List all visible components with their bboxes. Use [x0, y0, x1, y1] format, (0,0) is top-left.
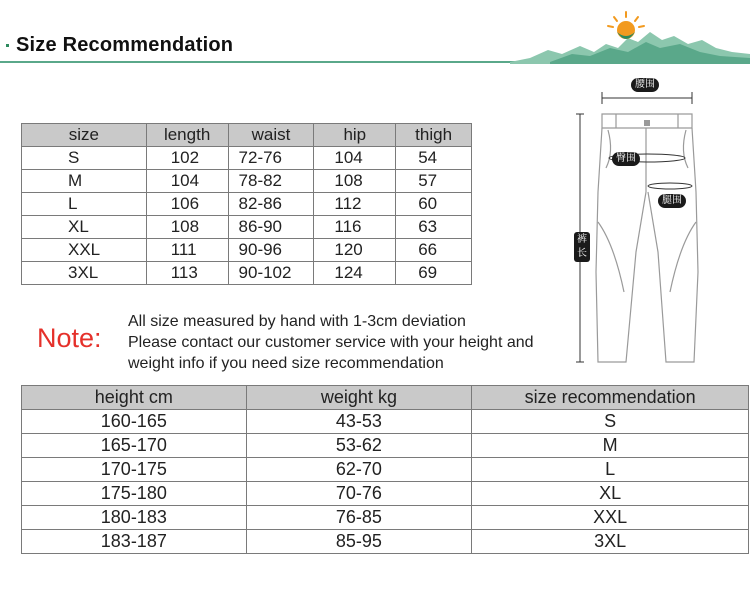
cell-length: 106	[146, 193, 228, 216]
cell-height: 183-187	[22, 530, 247, 554]
cell-hip: 104	[314, 147, 396, 170]
table-row	[22, 482, 749, 506]
cell-height: 175-180	[22, 482, 247, 506]
cell-hip: 108	[314, 170, 396, 193]
cell-weight: 76-85	[246, 506, 472, 530]
cell-weight: 62-70	[246, 458, 472, 482]
cell-waist: 78-82	[228, 170, 314, 193]
sun-mountain-logo-icon	[510, 8, 750, 64]
cell-hip: 124	[314, 262, 396, 285]
table-row	[22, 458, 749, 482]
cell-length: 104	[146, 170, 228, 193]
length-label-bottom: 长	[577, 248, 587, 259]
note-text	[128, 311, 534, 374]
header	[0, 0, 750, 70]
thigh-label: 腿围	[658, 194, 686, 208]
length-label-top: 裤	[577, 234, 587, 245]
waist-label: 腰围	[631, 78, 659, 92]
cell-size: XL	[472, 482, 749, 506]
table-row	[22, 239, 472, 262]
cell-weight: 53-62	[246, 434, 472, 458]
cell-weight: 85-95	[246, 530, 472, 554]
size-recommendation-table	[21, 385, 749, 554]
cell-thigh: 57	[396, 170, 472, 193]
cell-thigh: 69	[396, 262, 472, 285]
table-row	[22, 262, 472, 285]
table-row	[22, 506, 749, 530]
note-label: Note:	[37, 323, 102, 353]
size-table	[21, 123, 472, 285]
note-line: weight info if you need size recommendation	[128, 355, 444, 372]
header-size: size	[22, 124, 147, 147]
page-title: Size Recommendation	[16, 34, 234, 56]
cell-height: 160-165	[22, 410, 247, 434]
header-bullet	[6, 44, 9, 47]
cell-length: 108	[146, 216, 228, 239]
cell-waist: 72-76	[228, 147, 314, 170]
cell-size: 3XL	[22, 262, 147, 285]
pants-diagram	[568, 72, 718, 372]
table-row	[22, 147, 472, 170]
cell-size: L	[472, 458, 749, 482]
header-length: length	[146, 124, 228, 147]
recommendation-table-header	[22, 386, 749, 410]
cell-size: 3XL	[472, 530, 749, 554]
cell-size: M	[472, 434, 749, 458]
cell-size: S	[22, 147, 147, 170]
cell-waist: 82-86	[228, 193, 314, 216]
cell-thigh: 54	[396, 147, 472, 170]
cell-thigh: 60	[396, 193, 472, 216]
cell-height: 170-175	[22, 458, 247, 482]
cell-size: S	[472, 410, 749, 434]
table-row	[22, 216, 472, 239]
cell-size: XXL	[22, 239, 147, 262]
cell-thigh: 63	[396, 216, 472, 239]
size-table-header	[22, 124, 472, 147]
header-weight: weight kg	[246, 386, 472, 410]
cell-height: 180-183	[22, 506, 247, 530]
pants-outline-icon	[568, 72, 718, 372]
table-row	[22, 193, 472, 216]
note-line: All size measured by hand with 1-3cm deviation	[128, 313, 466, 330]
header-thigh: thigh	[396, 124, 472, 147]
cell-waist: 86-90	[228, 216, 314, 239]
cell-size: XXL	[472, 506, 749, 530]
cell-hip: 116	[314, 216, 396, 239]
note-line: Please contact our customer service with your height and	[128, 334, 534, 351]
cell-size: XL	[22, 216, 147, 239]
cell-weight: 43-53	[246, 410, 472, 434]
cell-height: 165-170	[22, 434, 247, 458]
table-row	[22, 434, 749, 458]
cell-waist: 90-102	[228, 262, 314, 285]
cell-size: L	[22, 193, 147, 216]
header-height: height cm	[22, 386, 247, 410]
table-row	[22, 410, 749, 434]
cell-length: 111	[146, 239, 228, 262]
header-waist: waist	[228, 124, 314, 147]
cell-length: 102	[146, 147, 228, 170]
cell-weight: 70-76	[246, 482, 472, 506]
header-size-recommendation: size recommendation	[472, 386, 749, 410]
cell-hip: 120	[314, 239, 396, 262]
cell-size: M	[22, 170, 147, 193]
table-row	[22, 530, 749, 554]
hip-label: 臀围	[612, 152, 640, 166]
header-hip: hip	[314, 124, 396, 147]
cell-hip: 112	[314, 193, 396, 216]
table-row	[22, 170, 472, 193]
cell-waist: 90-96	[228, 239, 314, 262]
cell-thigh: 66	[396, 239, 472, 262]
length-label	[574, 232, 590, 262]
cell-length: 113	[146, 262, 228, 285]
